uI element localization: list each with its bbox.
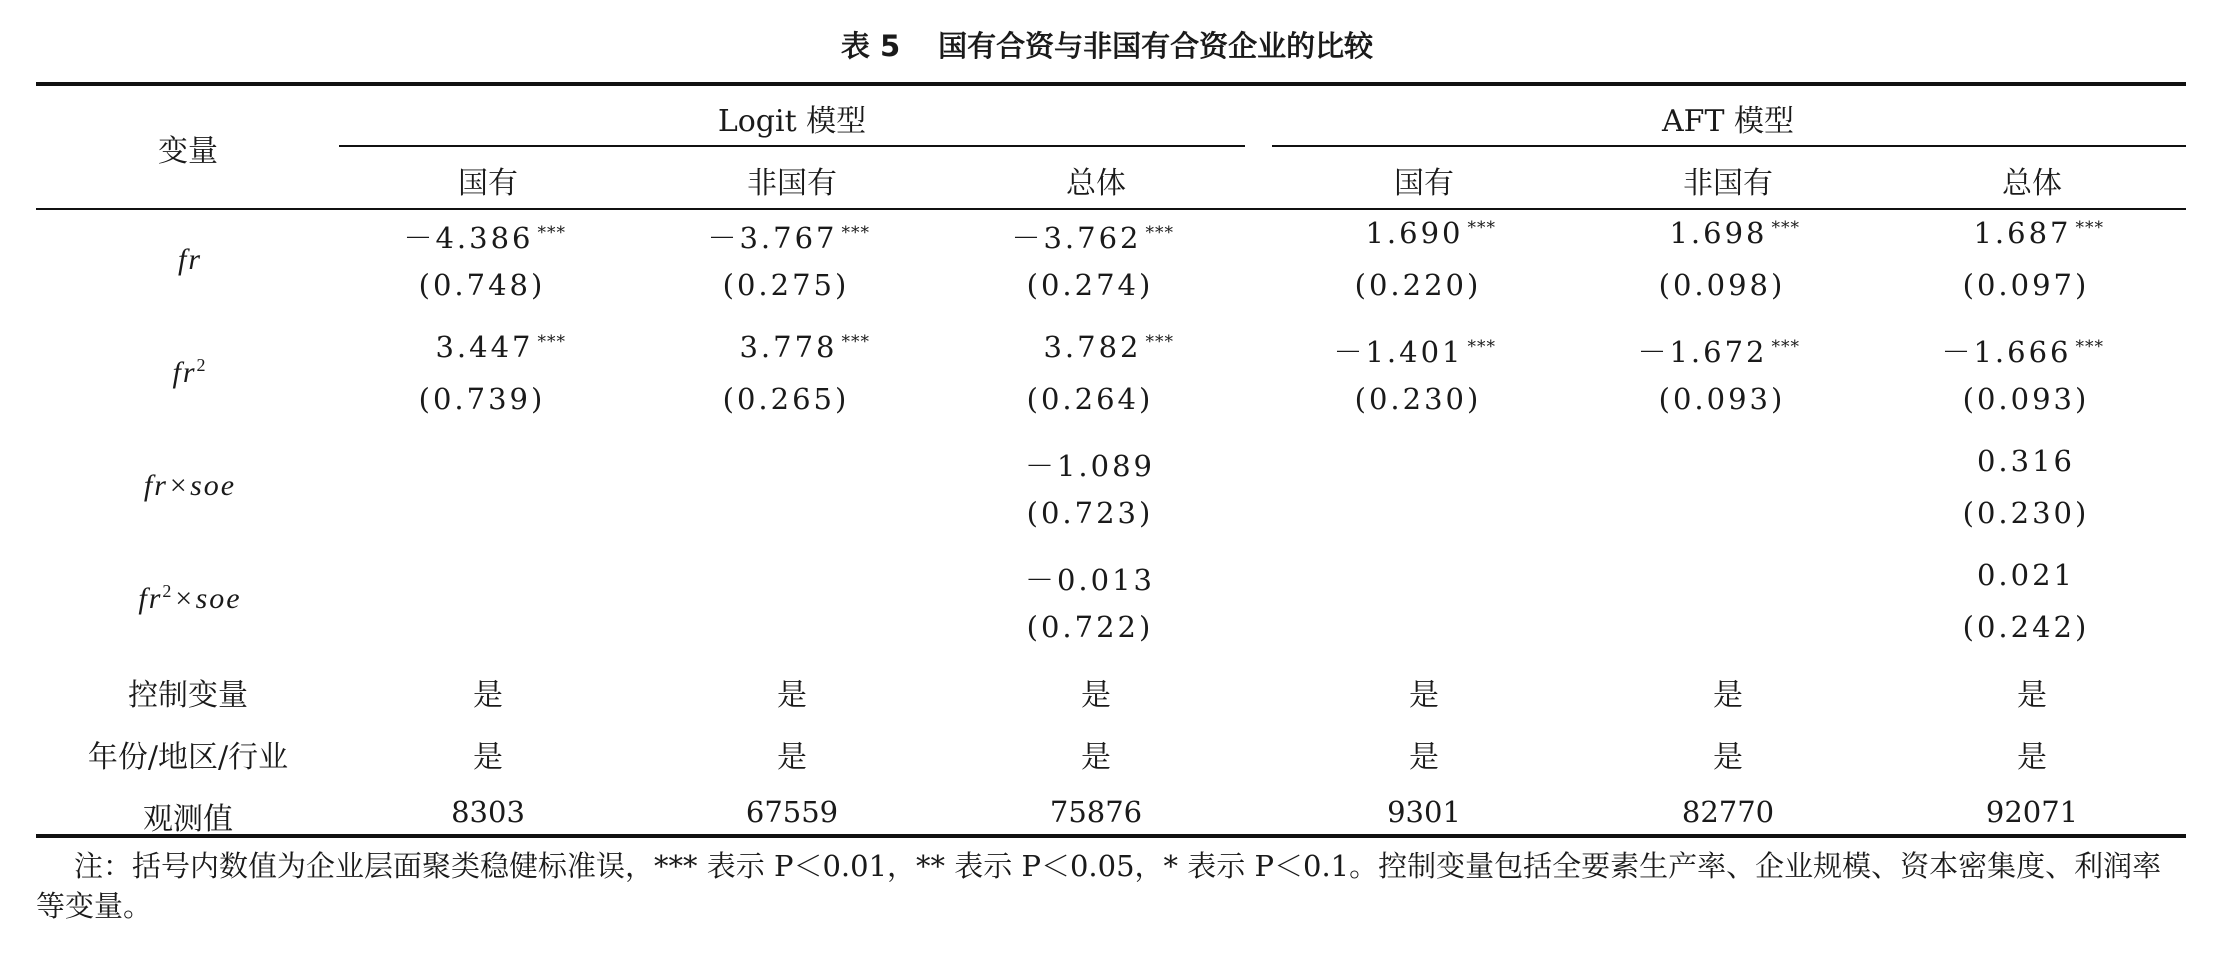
significance-stars: *** bbox=[1467, 337, 1496, 357]
coef-value: －1.672 bbox=[1637, 335, 1768, 369]
significance-stars: *** bbox=[537, 223, 566, 243]
se-cell: (0.093) bbox=[1658, 382, 1786, 416]
coef-cell bbox=[1669, 216, 1800, 250]
fixed-effects-cell: 是 bbox=[1081, 740, 1111, 775]
coef-value: －4.386 bbox=[403, 221, 534, 255]
coef-cell: －0.013 bbox=[1024, 563, 1156, 597]
coef-value: －3.767 bbox=[707, 221, 838, 255]
significance-stars: *** bbox=[2075, 218, 2104, 238]
significance-stars: *** bbox=[841, 332, 870, 352]
fixed-effects-cell: 是 bbox=[473, 740, 503, 775]
coef-value: 3.447 bbox=[435, 330, 534, 364]
observations-cell: 92071 bbox=[1985, 795, 2079, 829]
aft-group-rule bbox=[1272, 145, 2186, 147]
se-cell: (0.098) bbox=[1658, 268, 1786, 302]
coef-cell bbox=[1011, 216, 1174, 257]
row-label-fixed-effects: 年份/地区/行业 bbox=[87, 740, 289, 775]
coef-cell bbox=[1043, 330, 1174, 364]
observations-cell: 82770 bbox=[1681, 795, 1775, 829]
observations-cell: 67559 bbox=[745, 795, 839, 829]
fixed-effects-cell: 是 bbox=[2017, 740, 2047, 775]
se-cell: (0.093) bbox=[1962, 382, 2090, 416]
header-rule bbox=[36, 208, 2186, 210]
coef-value: 3.778 bbox=[739, 330, 838, 364]
significance-stars: *** bbox=[1467, 218, 1496, 238]
se-cell: (0.274) bbox=[1026, 268, 1154, 302]
se-cell: (0.264) bbox=[1026, 382, 1154, 416]
coef-cell bbox=[435, 330, 566, 364]
se-cell: (0.265) bbox=[722, 382, 850, 416]
coef-value: 1.698 bbox=[1669, 216, 1768, 250]
table-title bbox=[0, 24, 2214, 65]
logit-group-rule bbox=[339, 145, 1245, 147]
column-header: 国有 bbox=[1394, 166, 1454, 201]
aft-group-header: AFT 模型 bbox=[1661, 104, 1795, 139]
se-cell: (0.242) bbox=[1962, 610, 2090, 644]
significance-stars: *** bbox=[2075, 337, 2104, 357]
row-label-observations: 观测值 bbox=[143, 802, 233, 837]
var-fr-squared-x-soe-exp: 2 bbox=[162, 581, 174, 601]
coef-cell bbox=[1365, 216, 1496, 250]
column-header: 总体 bbox=[1066, 166, 1126, 201]
significance-stars: *** bbox=[1771, 337, 1800, 357]
fixed-effects-cell: 是 bbox=[777, 740, 807, 775]
coef-cell bbox=[739, 330, 870, 364]
controls-cell: 是 bbox=[777, 678, 807, 713]
var-fr-x-soe: fr×soe bbox=[143, 469, 237, 502]
coef-cell bbox=[1973, 216, 2104, 250]
coef-cell bbox=[1637, 330, 1800, 371]
se-cell: (0.722) bbox=[1026, 610, 1154, 644]
var-fr-squared bbox=[172, 355, 207, 390]
se-cell: (0.220) bbox=[1354, 268, 1482, 302]
var-fr-squared-x-soe-base: fr bbox=[138, 582, 163, 615]
var-fr: fr bbox=[177, 243, 203, 276]
table-number: 表 5 bbox=[840, 29, 901, 63]
significance-stars: *** bbox=[537, 332, 566, 352]
coef-cell bbox=[403, 216, 566, 257]
controls-cell: 是 bbox=[1409, 678, 1439, 713]
coef-cell: 0.316 bbox=[1976, 444, 2076, 478]
table-title-text: 国有合资与非国有合资企业的比较 bbox=[938, 29, 1374, 63]
bottom-rule bbox=[36, 834, 2186, 838]
controls-cell: 是 bbox=[473, 678, 503, 713]
coef-value: 1.687 bbox=[1973, 216, 2072, 250]
se-cell: (0.723) bbox=[1026, 496, 1154, 530]
coef-cell bbox=[1941, 330, 2104, 371]
var-fr-squared-base: fr bbox=[172, 356, 197, 389]
se-cell: (0.739) bbox=[418, 382, 546, 416]
fixed-effects-cell: 是 bbox=[1713, 740, 1743, 775]
significance-stars: *** bbox=[1145, 223, 1174, 243]
observations-cell: 8303 bbox=[451, 795, 525, 829]
significance-stars: *** bbox=[841, 223, 870, 243]
se-cell: (0.230) bbox=[1962, 496, 2090, 530]
observations-cell: 9301 bbox=[1387, 795, 1461, 829]
se-cell: (0.097) bbox=[1962, 268, 2090, 302]
var-fr-squared-x-soe-tail: ×soe bbox=[173, 582, 242, 615]
var-fr-squared-x-soe bbox=[138, 581, 241, 616]
se-cell: (0.275) bbox=[722, 268, 850, 302]
controls-cell: 是 bbox=[1713, 678, 1743, 713]
coef-cell: 0.021 bbox=[1976, 558, 2076, 592]
coef-value: －1.666 bbox=[1941, 335, 2072, 369]
observations-cell: 75876 bbox=[1049, 795, 1143, 829]
column-header: 非国有 bbox=[747, 166, 837, 201]
table-note: 注：括号内数值为企业层面聚类稳健标准误，*** 表示 P＜0.01，** 表示 P＜0.05，* 表示 P＜0.1。控制变量包括全要素生产率、企业规模、资本密集度、利润率等变量。 bbox=[36, 849, 2162, 923]
significance-stars: *** bbox=[1145, 332, 1174, 352]
column-header: 非国有 bbox=[1683, 166, 1773, 201]
coef-value: 3.782 bbox=[1043, 330, 1142, 364]
fixed-effects-cell: 是 bbox=[1409, 740, 1439, 775]
se-cell: (0.230) bbox=[1354, 382, 1482, 416]
column-header: 国有 bbox=[458, 166, 518, 201]
coef-cell bbox=[1333, 330, 1496, 371]
significance-stars: *** bbox=[1771, 218, 1800, 238]
coef-value: －1.401 bbox=[1333, 335, 1464, 369]
variable-header: 变量 bbox=[158, 134, 218, 169]
row-label-controls: 控制变量 bbox=[128, 678, 248, 713]
var-fr-squared-exp: 2 bbox=[196, 355, 208, 375]
top-rule bbox=[36, 82, 2186, 86]
coef-value: －3.762 bbox=[1011, 221, 1142, 255]
coef-cell bbox=[707, 216, 870, 257]
coef-value: 1.690 bbox=[1365, 216, 1464, 250]
coef-cell: －1.089 bbox=[1024, 449, 1156, 483]
column-header: 总体 bbox=[2002, 166, 2062, 201]
se-cell: (0.748) bbox=[418, 268, 546, 302]
controls-cell: 是 bbox=[2017, 678, 2047, 713]
controls-cell: 是 bbox=[1081, 678, 1111, 713]
logit-group-header: Logit 模型 bbox=[717, 104, 867, 139]
